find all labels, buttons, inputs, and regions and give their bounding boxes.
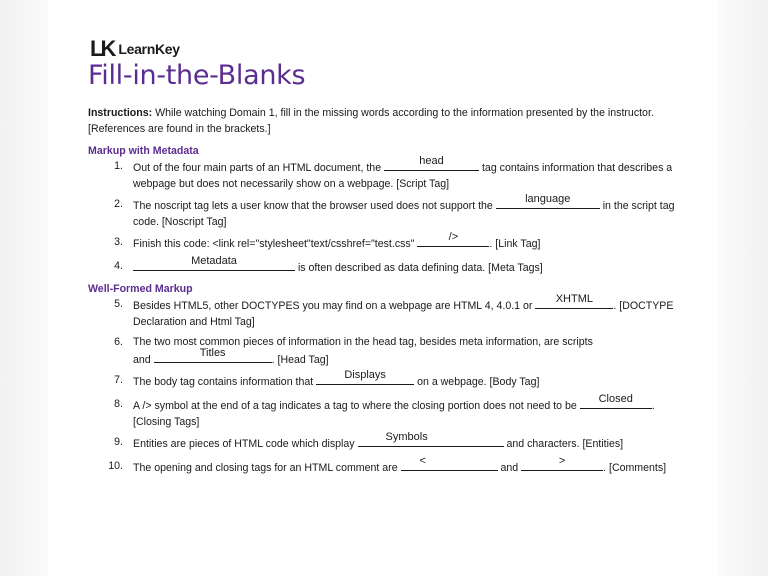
item-number: 5. [114, 298, 123, 310]
item-text: A /> symbol at the end of a tag indicates a tag to where the closing portion does not need to be [133, 400, 580, 412]
answer-blank[interactable] [401, 455, 498, 471]
item-text: The noscript tag lets a user know that the browser used does not support the [133, 200, 496, 212]
list-item [88, 431, 693, 452]
list-item [88, 455, 693, 476]
item-text: on a webpage. [Body Tag] [414, 376, 540, 388]
learnkey-logo [90, 38, 180, 60]
item-text: Entities are pieces of HTML code which display [133, 438, 358, 450]
list-item [88, 393, 693, 430]
item-text: . [Comments] [603, 462, 667, 474]
item-text: . [651, 400, 655, 412]
item-number: 8. [114, 398, 123, 410]
answer-blank[interactable] [535, 293, 613, 309]
item-text: Finish this code: <link rel="stylesheet"text/csshref="test.css" [133, 238, 418, 250]
item-text: . [Link Tag] [489, 238, 541, 250]
answer-text: > [558, 455, 566, 467]
section-heading-metadata: Markup with Metadata [88, 145, 199, 157]
item-text: is often described as data defining data. [Meta Tags] [295, 262, 543, 274]
section-heading-well-formed: Well-Formed Markup [88, 283, 193, 295]
item-number: 2. [114, 198, 123, 210]
item-text: tag contains information that describes a [479, 162, 673, 174]
item-number: 9. [114, 436, 123, 448]
logo-mark: LK [90, 36, 114, 61]
answer-blank[interactable] [316, 369, 414, 385]
answer-text: Metadata [191, 255, 237, 267]
item-text: Besides HTML5, other DOCTYPES you may find on a webpage are HTML 4, 4.0.1 or [133, 300, 536, 312]
answer-text: < [419, 455, 426, 467]
item-text: The two most common pieces of information in the head tag, besides meta information, are scripts [133, 336, 593, 348]
instructions [88, 105, 688, 137]
answer-text: head [419, 155, 444, 167]
answer-blank[interactable] [521, 455, 603, 471]
document-page [48, 0, 718, 576]
answer-text: Displays [344, 369, 386, 381]
page-title: Fill-in-the-Blanks [88, 60, 306, 91]
item-text: code. [Noscript Tag] [133, 216, 227, 228]
instructions-label: Instructions: [88, 107, 153, 119]
item-text: Declaration and Html Tag] [133, 316, 255, 328]
answer-blank[interactable] [496, 193, 600, 209]
instructions-references: [References are found in the brackets.] [88, 123, 271, 135]
item-number: 7. [114, 374, 123, 386]
item-text: The body tag contains information that [133, 376, 317, 388]
answer-text: /> [448, 231, 459, 243]
item-text: . [Head Tag] [271, 354, 329, 366]
item-text: and [497, 462, 522, 474]
logo-text: LearnKey [118, 41, 180, 57]
answer-blank[interactable] [580, 393, 652, 409]
answer-text: language [525, 193, 571, 205]
list-item [88, 369, 693, 390]
answer-blank[interactable] [417, 231, 489, 247]
item-text: [Closing Tags] [133, 416, 200, 428]
item-text: The opening and closing tags for an HTML comment are [133, 462, 401, 474]
item-text: in the script tag [599, 200, 675, 212]
answer-blank[interactable] [154, 347, 272, 363]
item-number: 3. [114, 236, 123, 248]
item-text: and characters. [Entities] [503, 438, 624, 450]
list-item [88, 231, 693, 252]
item-text: and [133, 354, 154, 366]
list-item [88, 155, 693, 192]
answer-text: Closed [598, 393, 633, 405]
answer-blank[interactable] [384, 155, 479, 171]
list-item [88, 255, 693, 276]
list-item [88, 293, 693, 330]
item-number: 1. [114, 160, 123, 172]
item-text: Out of the four main parts of an HTML document, the [133, 162, 385, 174]
item-number: 10. [108, 460, 123, 472]
answer-text: Symbols [385, 431, 428, 443]
list-item [88, 334, 693, 368]
list-item [88, 193, 693, 230]
page-margin-right [718, 0, 768, 576]
item-text: webpage but does not necessarily show on a webpage. [Script Tag] [133, 178, 450, 190]
item-number: 4. [114, 260, 123, 272]
page-margin-left [0, 0, 48, 576]
answer-blank[interactable] [133, 255, 295, 271]
answer-text: XHTML [555, 293, 593, 305]
instructions-text: While watching Domain 1, fill in the missing words according to the information presented by the instructor. [152, 107, 654, 119]
item-number: 6. [114, 336, 123, 348]
answer-text: Titles [199, 347, 226, 359]
item-text: . [DOCTYPE [613, 300, 674, 312]
answer-blank[interactable] [358, 431, 504, 447]
